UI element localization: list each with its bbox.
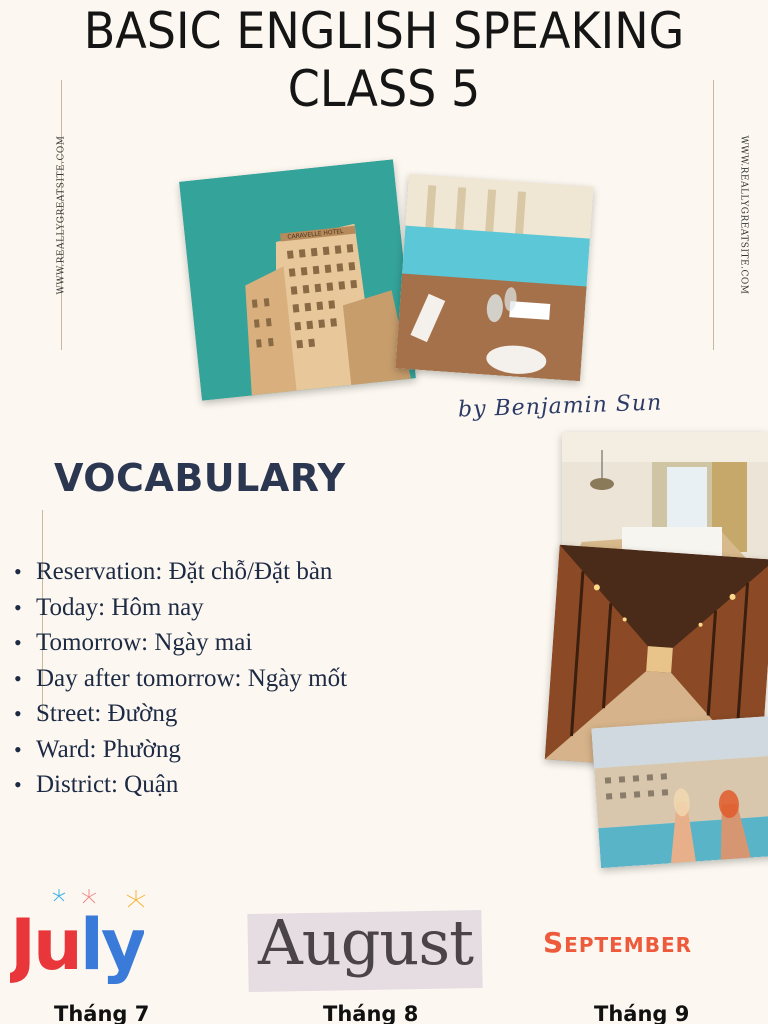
- left-website-text: WWW.REALLYGREATSITE.COM: [56, 135, 67, 295]
- author-byline: by Benjamin Sun: [457, 390, 663, 423]
- september-title: September: [543, 926, 692, 959]
- month-label-august: Tháng 8: [323, 1002, 419, 1024]
- list-item: • Today: Hôm nay: [14, 590, 347, 626]
- page-title: [31, 0, 738, 116]
- title-line-1: BASIC ENGLISH SPEAKING: [83, 2, 685, 60]
- right-website-text: WWW.REALLYGREATSITE.COM: [738, 135, 749, 295]
- july-title: [10, 904, 144, 986]
- vocabulary-list: [14, 554, 347, 803]
- list-item: • District: Quận: [14, 767, 347, 803]
- hotel-pool-dining-photo: [395, 174, 593, 381]
- list-item: • Ward: Phường: [14, 732, 347, 768]
- list-item: • Day after tomorrow: Ngày mốt: [14, 661, 347, 697]
- list-item: • Tomorrow: Ngày mai: [14, 625, 347, 661]
- july-graphic: [0, 886, 200, 1006]
- rooftop-toast-photo: [591, 716, 768, 868]
- list-item: • Reservation: Đặt chỗ/Đặt bàn: [14, 554, 347, 590]
- month-label-september: Tháng 9: [594, 1002, 690, 1024]
- title-line-2: CLASS 5: [287, 60, 481, 118]
- month-label-july: Tháng 7: [54, 1002, 150, 1024]
- august-title: August: [258, 906, 474, 979]
- list-item: • Street: Đường: [14, 696, 347, 732]
- right-divider-line: [713, 80, 714, 350]
- vocabulary-heading: VOCABULARY: [54, 456, 346, 500]
- july-word: July: [10, 904, 144, 986]
- hotel-sign-text: CARAVELLE HOTEL: [287, 227, 344, 241]
- hotel-building-photo: [179, 159, 416, 400]
